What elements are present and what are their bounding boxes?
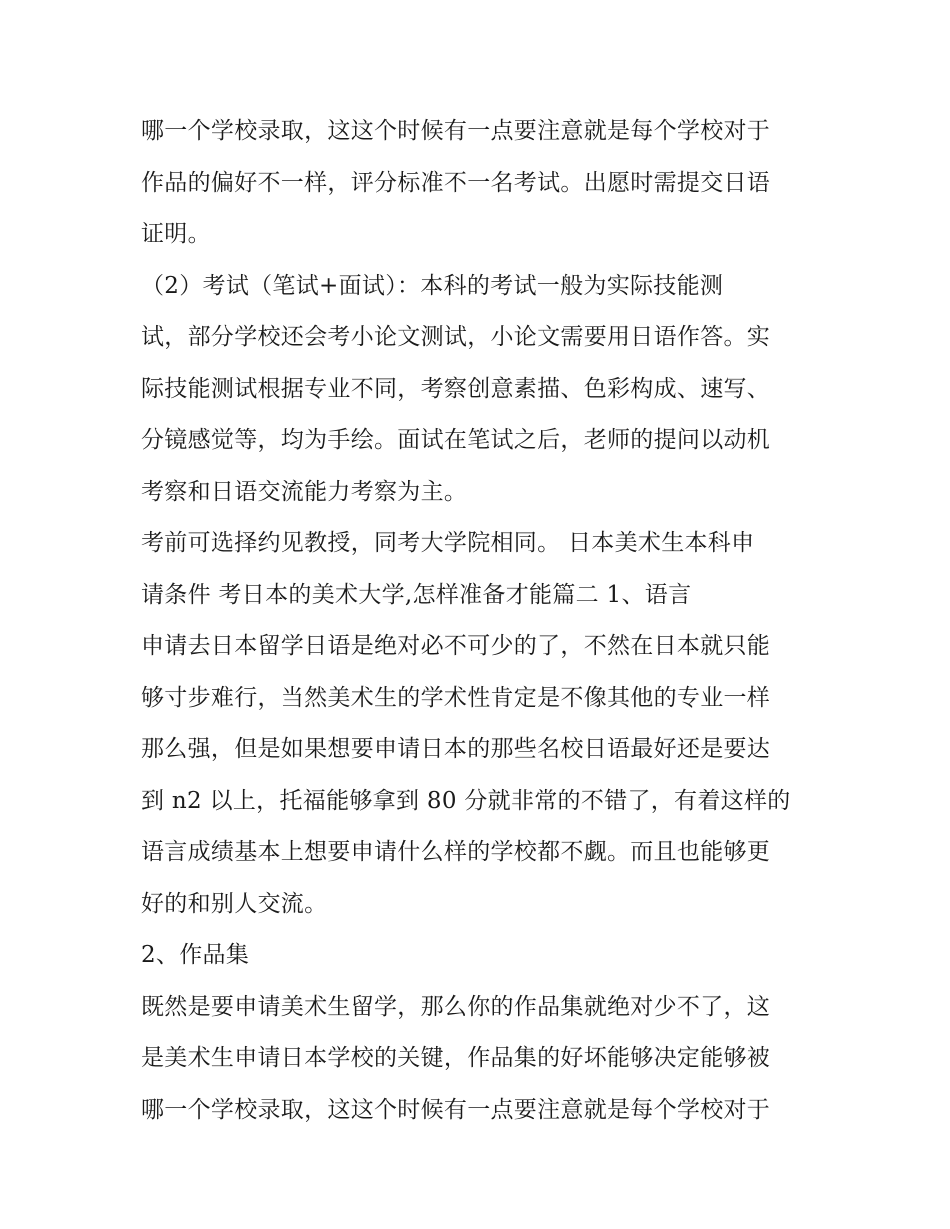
- text-line: 够寸步难行，当然美术生的学术性肯定是不像其他的专业一样: [141, 684, 771, 711]
- text-line: 际技能测试根据专业不同，考察创意素描、色彩构成、速写、: [141, 375, 771, 402]
- text-line: （2）考试（笔试+面试）：本科的考试一般为实际技能测: [141, 272, 724, 299]
- text-line: 考察和日语交流能力考察为主。: [141, 478, 468, 505]
- text-line: 分镜感觉等，均为手绘。面试在笔试之后，老师的提问以动机: [141, 427, 771, 453]
- text-line: 语言成绩基本上想要申请什么样的学校都不觑。而且也能够更: [141, 839, 771, 865]
- text-line: 申请去日本留学日语是绝对必不可少的了，不然在日本就只能: [141, 633, 771, 659]
- text-line: 那么强，但是如果想要申请日本的那些名校日语最好还是要达: [141, 736, 771, 762]
- text-line: 既然是要申请美术生留学，那么你的作品集就绝对少不了，这: [141, 993, 771, 1020]
- text-line: 证明。: [141, 221, 211, 247]
- text-line: 哪一个学校录取，这这个时候有一点要注意就是每个学校对于: [141, 1096, 771, 1123]
- text-line: 是美术生申请日本学校的关键，作品集的好坏能够决定能够被: [141, 1045, 771, 1071]
- text-line: 请条件 考日本的美术大学,怎样准备才能篇二 1、语言: [141, 581, 692, 608]
- text-line: 作品的偏好不一样，评分标准不一名考试。出愿时需提交日语: [141, 169, 771, 196]
- text-line: 哪一个学校录取，这这个时候有一点要注意就是每个学校对于: [141, 118, 771, 144]
- text-line: 试，部分学校还会考小论文测试，小论文需要用日语作答。实: [141, 324, 771, 350]
- document-body: [141, 108, 821, 1138]
- text-line: 考前可选择约见教授，同考大学院相同。 日本美术生本科申: [141, 530, 755, 556]
- text-line: 好的和别人交流。: [141, 890, 328, 917]
- text-line: 到 n2 以上，托福能够拿到 80 分就非常的不错了，有着这样的: [141, 787, 791, 814]
- section-heading: 2、作品集: [141, 942, 250, 968]
